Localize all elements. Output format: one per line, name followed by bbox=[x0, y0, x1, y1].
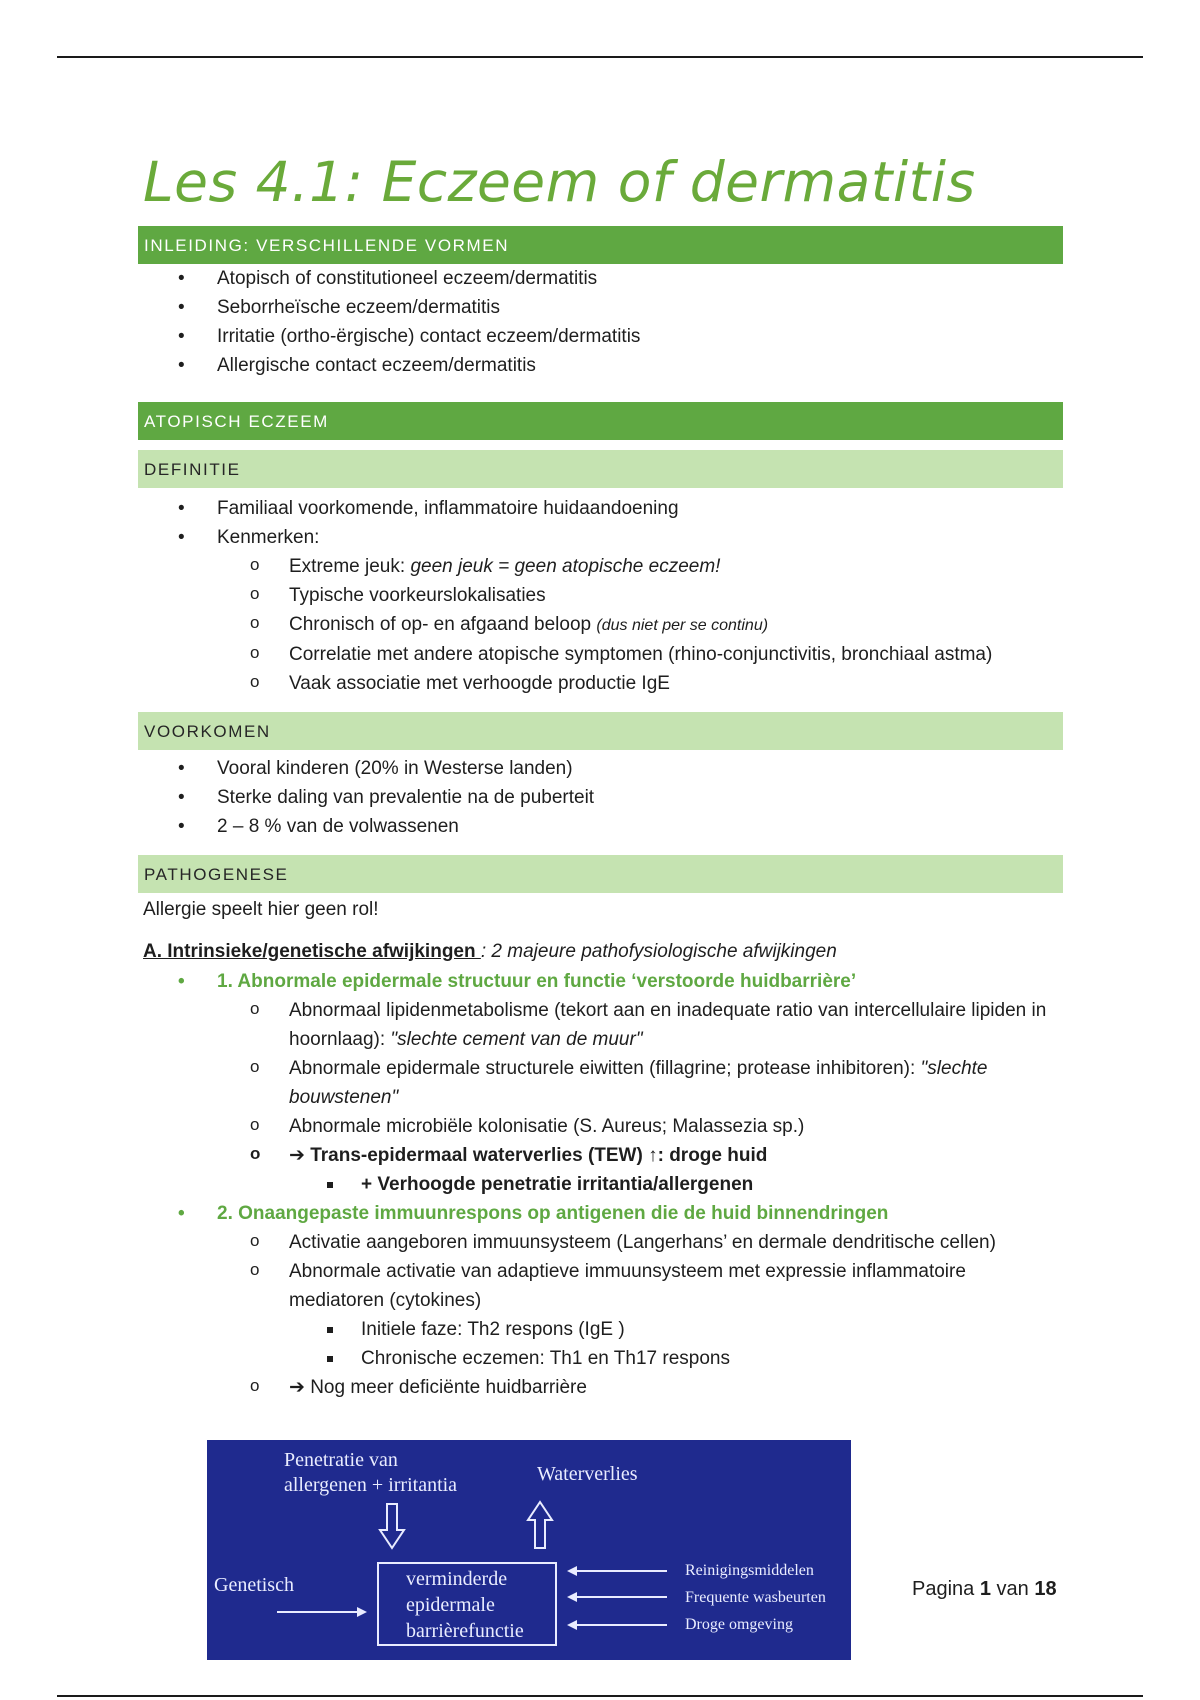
list-point2 bbox=[217, 1228, 1063, 1402]
list-point1 bbox=[217, 996, 1063, 1199]
list-item: • 2 – 8 % van de volwassenen bbox=[138, 812, 1063, 841]
list-item: o Activatie aangeboren immuunsysteem (Langerhans’ en dermale dendritische cellen) bbox=[217, 1228, 1063, 1257]
item-text: Abnormale activatie van adaptieve immuunsysteem met expressie inflammatoire mediatoren (cytokines) bbox=[289, 1261, 966, 1311]
list-item-label: Kenmerken: bbox=[217, 527, 320, 548]
list-item bbox=[138, 1199, 1063, 1402]
item-text: Abnormaal lipidenmetabolisme (tekort aan en inadequate ratio van intercellulaire lipiden in hoornlaag): bbox=[289, 1000, 1047, 1050]
list-item bbox=[217, 996, 1063, 1054]
diagram-factor: Reinigingsmiddelen bbox=[685, 1562, 814, 1579]
list-item bbox=[217, 610, 1063, 640]
down-arrow-icon bbox=[380, 1504, 404, 1548]
diagram-label-waterverlies: Waterverlies bbox=[537, 1463, 638, 1485]
diagram-text: epidermale bbox=[406, 1594, 495, 1616]
list-definitie bbox=[138, 494, 1063, 698]
kenmerk-note: (dus niet per se continu) bbox=[596, 617, 769, 634]
list-item bbox=[217, 1257, 1063, 1373]
list-item: • Irritatie (ortho-ërgische) contact eczeem/dermatitis bbox=[138, 322, 1063, 351]
list-item: Chronische eczemen: Th1 en Th17 respons bbox=[289, 1344, 1063, 1373]
diagram-factor: Frequente wasbeurten bbox=[685, 1589, 826, 1606]
list-pathogenese bbox=[138, 967, 1063, 1402]
footer-rule bbox=[57, 1695, 1143, 1697]
diagram-factor: Droge omgeving bbox=[685, 1616, 793, 1633]
list-item: o Abnormale microbiële kolonisatie (S. Aureus; Malassezia sp.) bbox=[217, 1112, 1063, 1141]
subsection-header-definitie: DEFINITIE bbox=[138, 450, 1063, 488]
list-item: + Verhoogde penetratie irritantia/allergenen bbox=[289, 1170, 1063, 1199]
page-current: 1 bbox=[979, 1578, 991, 1600]
list-item: • Familiaal voorkomende, inflammatoire huidaandoening bbox=[138, 494, 1063, 523]
page-label: Pagina bbox=[912, 1578, 980, 1600]
kenmerk-text: Chronisch of op- en afgaand beloop bbox=[289, 614, 597, 635]
diagram-label-penetratie bbox=[284, 1448, 457, 1498]
subsection-header-voorkomen: VOORKOMEN bbox=[138, 712, 1063, 750]
diagram-box-barrier bbox=[377, 1562, 557, 1646]
diagram-text: Penetratie van bbox=[284, 1449, 398, 1471]
point-title: 2. Onaangepaste immuunrespons op antigenen die de huid binnendringen bbox=[217, 1203, 889, 1224]
item-emphasis: "slechte bouwstenen" bbox=[289, 1058, 988, 1108]
list-forms bbox=[138, 264, 1063, 380]
list-item: o Correlatie met andere atopische symptomen (rhino-conjunctivitis, bronchiaal astma) bbox=[217, 640, 1063, 669]
diagram-label-genetisch: Genetisch bbox=[214, 1574, 294, 1596]
list-item bbox=[138, 523, 1063, 698]
subsection-header-pathogenese: PATHOGENESE bbox=[138, 855, 1063, 893]
subheading-title: A. Intrinsieke/genetische afwijkingen bbox=[143, 941, 481, 962]
list-item: Initiele faze: Th2 respons (IgE ) bbox=[289, 1315, 1063, 1344]
list-sub bbox=[289, 1170, 1063, 1199]
list-item: • Allergische contact eczeem/dermatitis bbox=[138, 351, 1063, 380]
item-text: Abnormale epidermale structurele eiwitten (fillagrine; protease inhibitoren): bbox=[289, 1058, 921, 1079]
page-total: 18 bbox=[1034, 1578, 1057, 1600]
page-number bbox=[912, 1576, 1057, 1602]
page-of: van bbox=[990, 1578, 1035, 1600]
list-item: • Seborrheïsche eczeem/dermatitis bbox=[138, 293, 1063, 322]
kenmerk-emphasis: geen jeuk = geen atopische eczeem! bbox=[410, 556, 721, 577]
header-rule bbox=[57, 56, 1143, 58]
list-item bbox=[138, 967, 1063, 1199]
diagram-factors bbox=[685, 1557, 826, 1638]
list-item: o Typische voorkeurslokalisaties bbox=[217, 581, 1063, 610]
list-item bbox=[217, 1054, 1063, 1112]
up-arrow-icon bbox=[528, 1502, 552, 1548]
list-kenmerken bbox=[217, 552, 1063, 698]
list-item bbox=[217, 552, 1063, 581]
section-header-inleiding: INLEIDING: VERSCHILLENDE VORMEN bbox=[138, 226, 1063, 264]
diagram-text: allergenen + irritantia bbox=[284, 1474, 458, 1496]
item-emphasis: "slechte cement van de muur" bbox=[390, 1029, 643, 1050]
document-title: Les 4.1: Eczeem of dermatitis bbox=[143, 150, 976, 214]
kenmerk-text: Extreme jeuk: bbox=[289, 556, 411, 577]
list-item: • Vooral kinderen (20% in Westerse landen) bbox=[138, 754, 1063, 783]
list-item bbox=[217, 1141, 1063, 1199]
document-body bbox=[138, 130, 1063, 1402]
list-sub bbox=[289, 1315, 1063, 1373]
list-item: • Atopisch of constitutioneel eczeem/dermatitis bbox=[138, 264, 1063, 293]
pathogenese-intro: Allergie speelt hier geen rol! bbox=[143, 899, 379, 920]
list-voorkomen bbox=[138, 754, 1063, 841]
list-item: • Sterke daling van prevalentie na de puberteit bbox=[138, 783, 1063, 812]
diagram-text: verminderde bbox=[406, 1568, 508, 1590]
section-header-atopisch: ATOPISCH ECZEEM bbox=[138, 402, 1063, 440]
pathogenese-subheading bbox=[138, 937, 1063, 967]
list-item: o Vaak associatie met verhoogde productie IgE bbox=[217, 669, 1063, 698]
diagram-text: barrièrefunctie bbox=[406, 1620, 524, 1642]
list-item: o ➔ Nog meer deficiënte huidbarrière bbox=[217, 1373, 1063, 1402]
subheading-subtitle: : 2 majeure pathofysiologische afwijkingen bbox=[480, 941, 837, 962]
point-title: 1. Abnormale epidermale structuur en functie ‘verstoorde huidbarrière’ bbox=[217, 971, 857, 992]
item-text: ➔ Trans-epidermaal waterverlies (TEW) ↑: droge huid bbox=[289, 1145, 768, 1166]
barrier-diagram bbox=[207, 1440, 851, 1660]
